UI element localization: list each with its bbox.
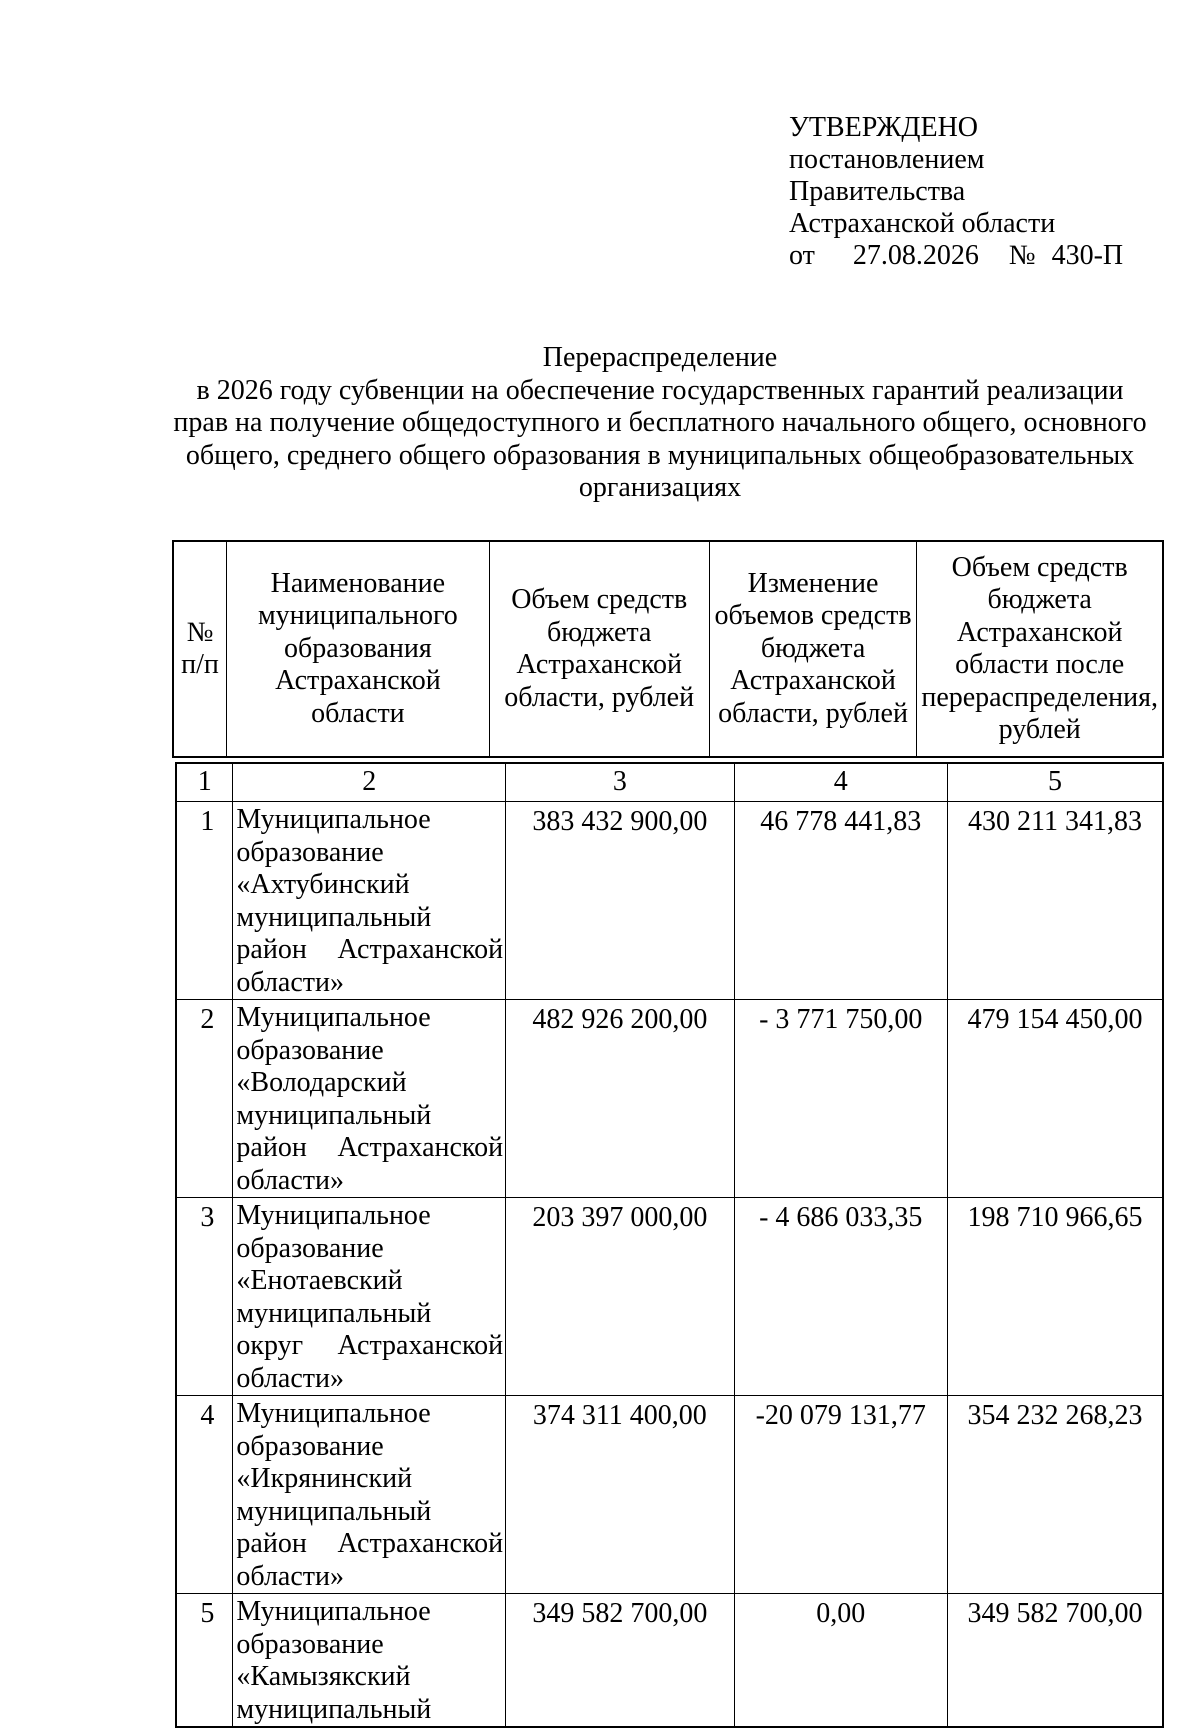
column-number: 1 bbox=[176, 763, 233, 802]
municipality-name: Муниципальное образование «Ахтубинский муниципальный район Астраханской области» bbox=[233, 802, 506, 1000]
ref-prefix: от bbox=[789, 240, 815, 271]
data-table bbox=[175, 762, 1164, 1728]
column-number: 3 bbox=[506, 763, 734, 802]
table-row bbox=[176, 802, 1163, 1000]
approval-block bbox=[789, 112, 1123, 272]
header-row bbox=[173, 541, 1163, 757]
row-index: 4 bbox=[176, 1396, 233, 1594]
approval-reference bbox=[789, 240, 1123, 272]
volume-after: 479 154 450,00 bbox=[947, 1000, 1163, 1198]
municipality-name: Муниципальное образование «Енотаевский муниципальный округ Астраханской области» bbox=[233, 1198, 506, 1396]
volume-after: 354 232 268,23 bbox=[947, 1396, 1163, 1594]
budget-volume: 374 311 400,00 bbox=[506, 1396, 734, 1594]
municipality-name: Муниципальное образование «Володарский муниципальный район Астраханской области» bbox=[233, 1000, 506, 1198]
volume-change: - 4 686 033,35 bbox=[734, 1198, 947, 1396]
table-row bbox=[176, 1000, 1163, 1198]
header-col-1: № п/п bbox=[173, 541, 227, 757]
table-row bbox=[176, 1396, 1163, 1594]
budget-volume: 383 432 900,00 bbox=[506, 802, 734, 1000]
row-index: 1 bbox=[176, 802, 233, 1000]
budget-volume: 349 582 700,00 bbox=[506, 1594, 734, 1728]
row-index: 3 bbox=[176, 1198, 233, 1396]
document-title bbox=[170, 342, 1150, 505]
approval-line-4: Астраханской области bbox=[789, 208, 1056, 239]
title-name: Перераспределение bbox=[542, 342, 778, 373]
volume-after: 349 582 700,00 bbox=[947, 1594, 1163, 1728]
volume-after: 198 710 966,65 bbox=[947, 1198, 1163, 1396]
volume-after: 430 211 341,83 bbox=[947, 802, 1163, 1000]
ref-number: 430-П bbox=[1051, 240, 1124, 271]
municipality-name: Муниципальное образование «Икрянинский муниципальный район Астраханской области» bbox=[233, 1396, 506, 1594]
column-number: 4 bbox=[734, 763, 947, 802]
approval-line-2: постановлением bbox=[789, 144, 985, 175]
ref-number-sign: № bbox=[1008, 240, 1036, 271]
row-index: 5 bbox=[176, 1594, 233, 1728]
budget-volume: 482 926 200,00 bbox=[506, 1000, 734, 1198]
column-number: 5 bbox=[947, 763, 1163, 802]
ref-date: 27.08.2026 bbox=[852, 240, 979, 271]
table-header bbox=[172, 540, 1164, 758]
row-index: 2 bbox=[176, 1000, 233, 1198]
budget-volume: 203 397 000,00 bbox=[506, 1198, 734, 1396]
approval-line-3: Правительства bbox=[789, 176, 966, 207]
volume-change: -20 079 131,77 bbox=[734, 1396, 947, 1594]
column-number: 2 bbox=[233, 763, 506, 802]
volume-change: - 3 771 750,00 bbox=[734, 1000, 947, 1198]
header-col-3: Объем средств бюджета Астраханской области, рублей bbox=[489, 541, 709, 757]
municipality-name: Муниципальное образование «Камызякский муниципальный bbox=[233, 1594, 506, 1728]
header-col-5: Объем средств бюджета Астраханской области после перераспределения, рублей bbox=[917, 541, 1163, 757]
approval-status: УТВЕРЖДЕНО bbox=[789, 112, 979, 143]
volume-change: 46 778 441,83 bbox=[734, 802, 947, 1000]
table-row bbox=[176, 1594, 1163, 1728]
title-description: в 2026 году субвенции на обеспечение государственных гарантий реализации прав на получение общедоступного и бесплатного начального общего, основного общего, среднего общего образования в муниципальных общеобразовательных организациях bbox=[173, 374, 1147, 503]
header-col-4: Изменение объемов средств бюджета Астраханской области, рублей bbox=[709, 541, 917, 757]
table-row bbox=[176, 1198, 1163, 1396]
volume-change: 0,00 bbox=[734, 1594, 947, 1728]
header-col-2: Наименование муниципального образования Астраханской области bbox=[227, 541, 490, 757]
column-number-row bbox=[176, 763, 1163, 802]
